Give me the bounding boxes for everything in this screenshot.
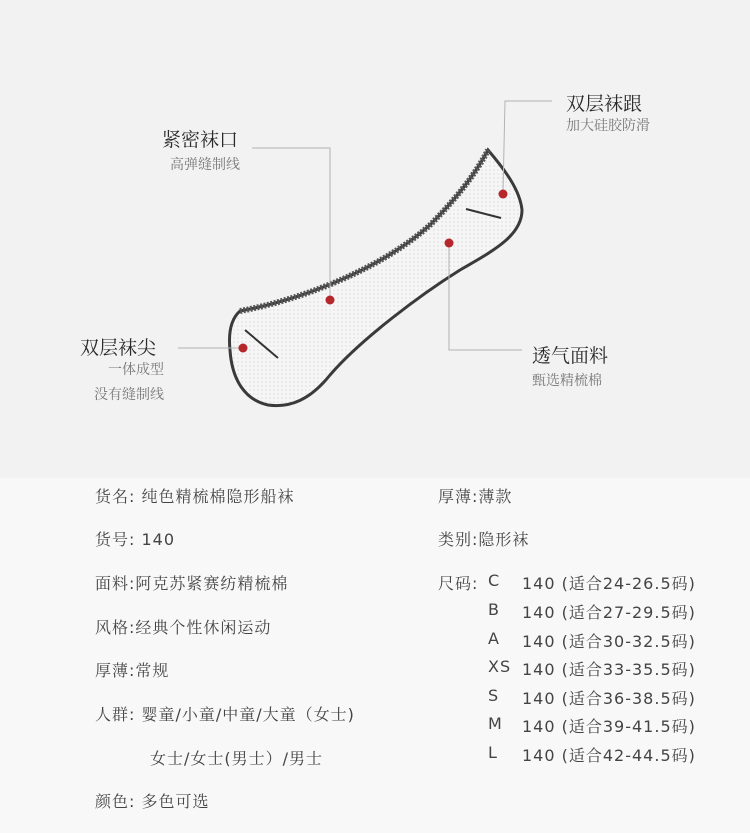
- toe-callout-sub-1: 一体成型: [108, 362, 164, 378]
- spec-material: 面料:阿克苏紧赛纺精梳棉: [95, 574, 289, 593]
- toe-callout-title: 双层袜尖: [80, 337, 157, 359]
- fabric-callout-title: 透气面料: [532, 345, 609, 367]
- size-code: S: [488, 686, 500, 705]
- size-code: L: [488, 743, 498, 762]
- spec-category: 类别:隐形袜: [438, 530, 530, 549]
- toe-dot: [239, 344, 248, 353]
- heel-callout-sub: 加大硅胶防滑: [566, 118, 650, 134]
- spec-people-continued: 女士/女士(男士）/男士: [150, 749, 324, 768]
- fabric-dot: [445, 239, 454, 248]
- cuff-callout-title: 紧密袜口: [162, 129, 239, 151]
- size-value: 140 (适合39-41.5码): [522, 717, 696, 736]
- size-value: 140 (适合30-32.5码): [522, 632, 696, 651]
- size-code: C: [488, 571, 501, 590]
- cuff-callout-sub: 高弹缝制线: [170, 157, 240, 173]
- spec-people: 人群: 婴童/小童/中童/大童（女士): [95, 705, 355, 724]
- toe-callout-sub-2: 没有缝制线: [94, 387, 164, 403]
- size-code: M: [488, 714, 503, 733]
- size-code: A: [488, 629, 500, 648]
- spec-size-label: 尺码:: [438, 574, 479, 593]
- spec-thickness-right: 厚薄:薄款: [438, 487, 513, 506]
- heel-dot: [499, 190, 508, 199]
- spec-style: 风格:经典个性休闲运动: [95, 618, 272, 637]
- spec-thickness: 厚薄:常规: [95, 661, 170, 680]
- spec-item-number: 货号: 140: [95, 530, 176, 549]
- spec-product-name: 货名: 纯色精梳棉隐形船袜: [95, 487, 295, 506]
- heel-callout-title: 双层袜跟: [566, 93, 643, 115]
- spec-color: 颜色: 多色可选: [95, 792, 210, 811]
- fabric-callout-sub: 甄选精梳棉: [532, 373, 602, 389]
- size-value: 140 (适合27-29.5码): [522, 603, 696, 622]
- sock-shape: [229, 150, 522, 406]
- cuff-leader: [252, 148, 330, 298]
- size-value: 140 (适合36-38.5码): [522, 689, 696, 708]
- cuff-dot: [326, 296, 335, 305]
- size-value: 140 (适合24-26.5码): [522, 574, 696, 593]
- size-code: XS: [488, 657, 512, 676]
- size-code: B: [488, 600, 500, 619]
- size-value: 140 (适合33-35.5码): [522, 660, 696, 679]
- size-value: 140 (适合42-44.5码): [522, 746, 696, 765]
